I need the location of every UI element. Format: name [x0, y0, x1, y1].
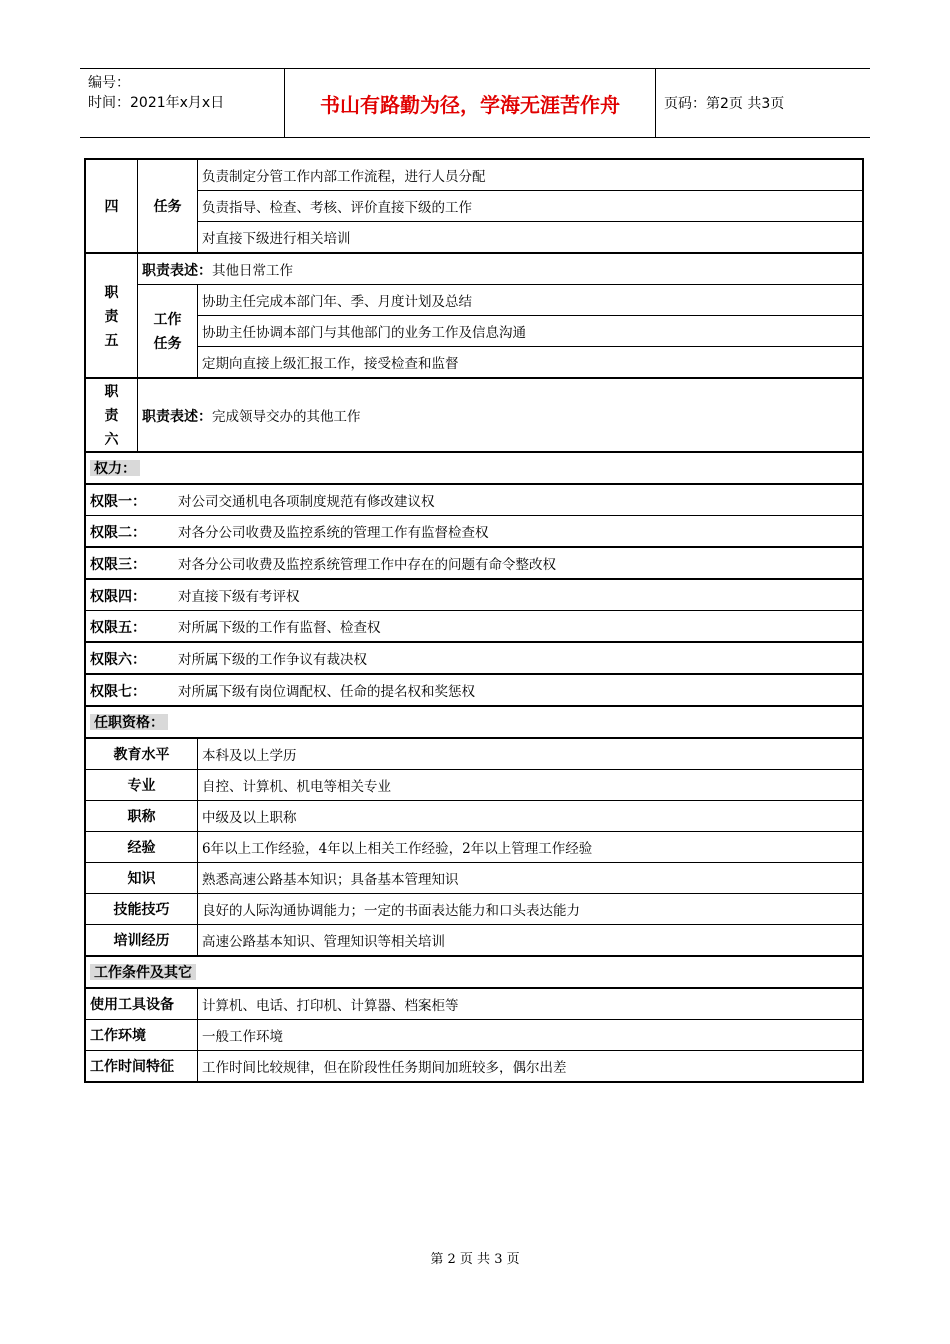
qualification-value: 良好的人际沟通协调能力；一定的书面表达能力和口头表达能力 — [198, 894, 863, 925]
duty6-desc-text: 完成领导交办的其他工作 — [212, 408, 361, 425]
condition-label: 工作时间特征 — [86, 1051, 198, 1082]
duty5-desc-text: 其他日常工作 — [212, 262, 293, 279]
condition-value: 一般工作环境 — [198, 1020, 863, 1051]
page-footer: 第 2 页 共 3 页 — [430, 1252, 520, 1267]
doc-number-label: 编号： — [88, 75, 130, 91]
authority-row: 权限四： 对直接下级有考评权 — [86, 579, 863, 611]
qualification-value: 熟悉高速公路基本知识；具备基本管理知识 — [198, 863, 863, 894]
doc-time: 时间：2021年x月x日 — [88, 95, 225, 111]
qualification-label: 培训经历 — [86, 925, 198, 957]
duty6-description — [138, 378, 863, 452]
duty5-task: 协助主任完成本部门年、季、月度计划及总结 — [198, 285, 863, 316]
duty4-task-label: 任务 — [138, 160, 198, 254]
authority-row: 权限三： 对各分公司收费及监控系统管理工作中存在的问题有命令整改权 — [86, 547, 863, 579]
condition-label: 使用工具设备 — [86, 988, 198, 1020]
duty4-task: 负责制定分管工作内部工作流程，进行人员分配 — [198, 160, 863, 191]
authority-row: 权限二： 对各分公司收费及监控系统的管理工作有监督检查权 — [86, 516, 863, 548]
qualification-label: 技能技巧 — [86, 894, 198, 925]
qualification-value: 中级及以上职称 — [198, 801, 863, 832]
qualification-section-title: 任职资格： — [86, 706, 863, 738]
duty4-label: 四 — [86, 160, 138, 254]
duty5-task-label: 工作 任务 — [138, 285, 198, 379]
qualification-label: 专业 — [86, 770, 198, 801]
duty5-desc-label: 职责表述： — [142, 261, 212, 278]
duty5-label: 职 责 五 — [86, 253, 138, 378]
condition-value: 工作时间比较规律，但在阶段性任务期间加班较多，偶尔出差 — [198, 1051, 863, 1082]
authority-row: 权限六： 对所属下级的工作争议有裁决权 — [86, 642, 863, 674]
header-meta — [80, 69, 282, 137]
duty6-label: 职 责 六 — [86, 378, 138, 452]
authority-row: 权限七： 对所属下级有岗位调配权、任命的提名权和奖惩权 — [86, 674, 863, 706]
qualification-value: 高速公路基本知识、管理知识等相关培训 — [198, 925, 863, 957]
qualification-value: 自控、计算机、机电等相关专业 — [198, 770, 863, 801]
authority-row: 权限一： 对公司交通机电各项制度规范有修改建议权 — [86, 484, 863, 516]
condition-value: 计算机、电话、打印机、计算器、档案柜等 — [198, 988, 863, 1020]
qualification-value: 本科及以上学历 — [198, 738, 863, 770]
condition-label: 工作环境 — [86, 1020, 198, 1051]
qualification-label: 知识 — [86, 863, 198, 894]
duty4-task: 对直接下级进行相关培训 — [198, 222, 863, 254]
authority-row: 权限五： 对所属下级的工作有监督、检查权 — [86, 611, 863, 643]
duty6-desc-label: 职责表述： — [142, 407, 212, 424]
header-motto: 书山有路勤为径，学海无涯苦作舟 — [284, 69, 656, 137]
duty5-task: 协助主任协调本部门与其他部门的业务工作及信息沟通 — [198, 316, 863, 347]
conditions-section-title: 工作条件及其它 — [86, 956, 863, 988]
qualification-label: 职称 — [86, 801, 198, 832]
qualification-label: 经验 — [86, 832, 198, 863]
authority-section-title: 权力： — [86, 452, 863, 484]
page-header — [80, 68, 870, 138]
qualification-value: 6年以上工作经验，4年以上相关工作经验，2年以上管理工作经验 — [198, 832, 863, 863]
header-page-number: 页码：第2页 共3页 — [664, 96, 785, 112]
duty5-task: 定期向直接上级汇报工作，接受检查和监督 — [198, 347, 863, 379]
duty5-description — [138, 253, 863, 285]
job-description-table — [84, 158, 864, 1083]
qualification-label: 教育水平 — [86, 738, 198, 770]
duty4-task: 负责指导、检查、考核、评价直接下级的工作 — [198, 191, 863, 222]
